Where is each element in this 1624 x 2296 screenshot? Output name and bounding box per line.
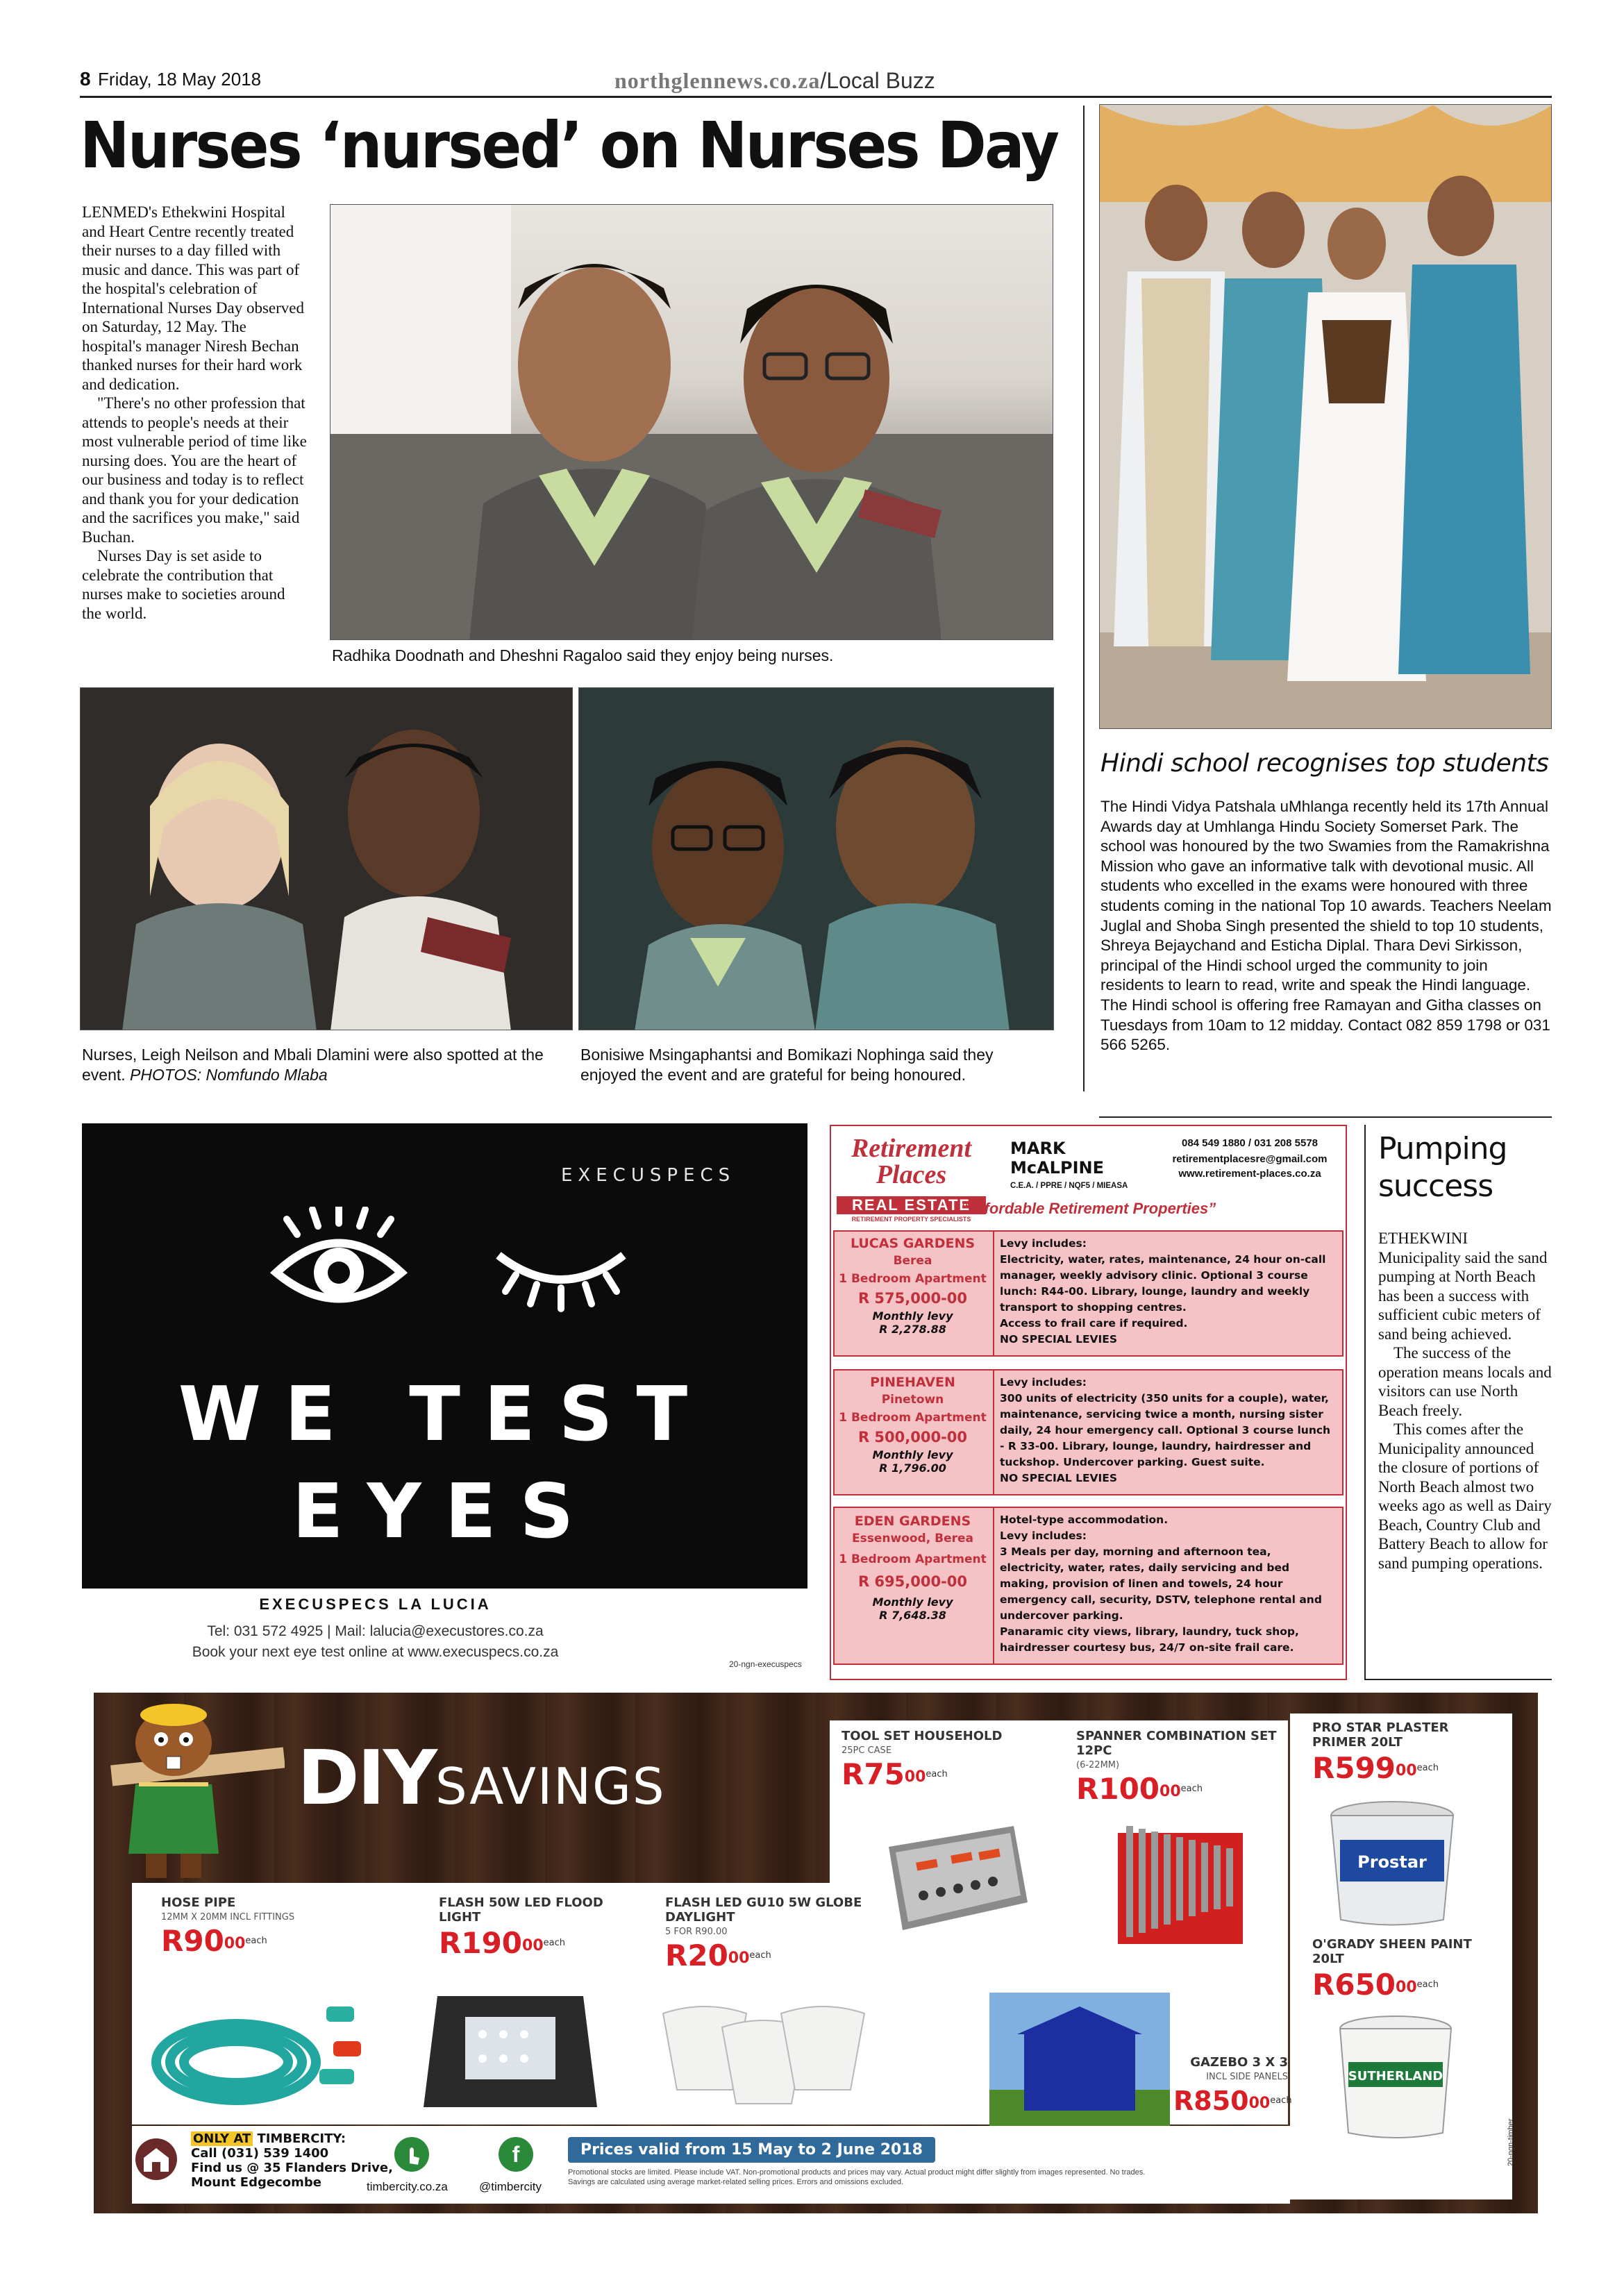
- nurses-body: [82, 203, 308, 623]
- listing-3-unit: 1 Bedroom Apartment: [839, 1552, 987, 1566]
- pumping-headline: Pumping success: [1378, 1131, 1507, 1204]
- site-name: northglennews.co.za: [614, 68, 821, 93]
- gazebo-icon: [989, 1993, 1170, 2131]
- only-at-store: TIMBERCITY:: [257, 2131, 346, 2146]
- nurses-middle-caption: Bonisiwe Msingaphantsi and Bomikazi Nophinga said they enjoyed the event and are grateful for being honoured.: [580, 1046, 994, 1084]
- page-number: 8: [80, 68, 91, 90]
- hose-pipe-icon: [146, 1986, 389, 2111]
- retirement-listing-2[interactable]: [833, 1369, 1343, 1495]
- listing-2-area: Pinetown: [881, 1393, 944, 1407]
- product-spanner-name: SPANNER COMBINATION SET 12PC: [1076, 1729, 1277, 1758]
- pumping-para-1: ETHEKWINI Municipality said the sand pumping at North Beach has been a success with sufficient cubic meters of sand being achieved.: [1378, 1230, 1548, 1343]
- retirement-logo-tag: RETIREMENT PROPERTY SPECIALISTS: [851, 1216, 971, 1223]
- listing-3-details: Hotel-type accommodation. Levy includes: 3 Meals per day, morning and afternoon tea, electricity, water, rates, daily servicing and bed making, provision of linen and towels, 24 hour emergency call, security, DSTV, telephone rental and undercover parking. Panaramic city views, library, laundry, tuck shop, hairdresser courtesy bus, 24/7 on-site frail care.: [993, 1508, 1342, 1664]
- product-spanner-price: $R100^{00}each$: [1076, 1772, 1203, 1806]
- listing-1-price: R 575,000-00: [857, 1290, 968, 1307]
- nurses-main-photo: [330, 204, 1053, 640]
- product-flood-light-name: FLASH 50W LED FLOOD LIGHT: [439, 1895, 603, 1925]
- product-flood-light[interactable]: [439, 1895, 633, 1958]
- nurses-photo-middle: [578, 687, 1054, 1030]
- execuspecs-contact: Tel: 031 572 4925 | Mail: lalucia@execustores.co.za: [207, 1623, 544, 1639]
- product-flood-light-price: $R190^{00}each$: [439, 1926, 565, 1960]
- listing-1-area: Berea: [893, 1254, 932, 1268]
- retirement-phones: 084 549 1880 / 031 208 5578: [1181, 1137, 1319, 1149]
- social-badge[interactable]: [499, 2137, 533, 2172]
- photo-credit: PHOTOS: Nomfundo Mlaba: [130, 1066, 328, 1084]
- pumping-body: [1378, 1229, 1552, 1573]
- diy-title-small: SAVINGS: [435, 1757, 666, 1816]
- product-hose-sub: 12MM X 20MM INCL FITTINGS: [161, 1912, 295, 1922]
- article-bottom-rule: [1099, 1116, 1552, 1118]
- pumping-para-2: The success of the operation means locals and visitors can use North Beach freely.: [1378, 1344, 1552, 1419]
- diy-title-big: DIY: [297, 1735, 436, 1822]
- column-rule: [1083, 106, 1085, 1091]
- listing-1-levy: R 2,278.88: [879, 1323, 946, 1336]
- winking-eye-icon: [492, 1241, 630, 1318]
- retirement-tagline: “Affordable Retirement Properties”: [960, 1200, 1216, 1217]
- listing-3-levy: R 7,648.38: [879, 1609, 946, 1622]
- execuspecs-line-1: WE TEST: [178, 1371, 712, 1458]
- nurses-photo-left: [80, 687, 573, 1030]
- product-paint-price: $R650^{00}each$: [1312, 1968, 1439, 2002]
- timbercity-web[interactable]: timbercity.co.za: [367, 2180, 448, 2193]
- listing-2-price: R 500,000-00: [857, 1429, 968, 1446]
- nurses-photo-illustration: [330, 205, 1053, 640]
- retirement-web[interactable]: www.retirement-places.co.za: [1178, 1168, 1321, 1180]
- paint-bucket-label: SUTHERLAND: [1348, 2069, 1443, 2084]
- header-rule: [80, 96, 1552, 98]
- store-address: Find us @ 35 Flanders Drive,: [191, 2161, 393, 2175]
- product-tool-set-price: $R75^{00}each$: [842, 1757, 948, 1791]
- store-call: Call (031) 539 1400: [191, 2146, 329, 2161]
- product-paint[interactable]: [1312, 1937, 1507, 2000]
- product-globe[interactable]: [665, 1895, 873, 1970]
- retirement-listing-3[interactable]: [833, 1507, 1343, 1665]
- diy-disclaimer: Promotional stocks are limited. Please include VAT. Non-promotional products and prices may vary. Actual product might differ slightly from images represented. No trades. Savings are calculated using average market-related selling prices. Errors and omissions excluded.: [568, 2168, 1146, 2186]
- nurses-middle-illustration: [579, 688, 1054, 1030]
- diy-code: 20-ngn-timber: [1507, 2118, 1515, 2166]
- product-gazebo[interactable]: [1173, 2055, 1292, 2116]
- product-tool-set-name: TOOL SET HOUSEHOLD: [842, 1729, 1003, 1743]
- validity-banner: Prices valid from 15 May to 2 June 2018: [568, 2137, 935, 2163]
- execuspecs-ad[interactable]: [82, 1123, 807, 1613]
- pumping-left-rule: [1364, 1125, 1366, 1680]
- execuspecs-brand: EXECUSPECS: [561, 1165, 736, 1186]
- listing-1-unit: 1 Bedroom Apartment: [839, 1272, 987, 1286]
- hindi-headline: Hindi school recognises top students: [1100, 749, 1549, 778]
- product-spanner-sub: (6-22MM): [1076, 1760, 1120, 1770]
- retirement-listing-1[interactable]: [833, 1230, 1343, 1357]
- product-tool-set-sub: 25PC CASE: [842, 1745, 892, 1756]
- nurses-para-2: "There's no other profession that attends to people's needs at their most vulnerable period of time like nursing does. You are the heart of our business and today is to reflect and thank you for your dedication and the sacrifices you make," said Buchan.: [82, 394, 307, 546]
- flood-light-icon: [417, 1989, 604, 2121]
- touch-icon: [401, 2143, 422, 2166]
- nurses-main-caption: Radhika Doodnath and Dheshni Ragaloo said they enjoy being nurses.: [332, 646, 834, 664]
- hindi-photo: [1099, 104, 1552, 729]
- product-globe-price: $R20^{00}each$: [665, 1938, 771, 1972]
- retirement-agent-name: MARK McALPINE: [1010, 1139, 1104, 1178]
- nurses-left-caption: [82, 1045, 568, 1085]
- product-paint-name: O'GRADY SHEEN PAINT 20LT: [1312, 1937, 1472, 1966]
- nurses-para-1: LENMED's Ethekwini Hospital and Heart Centre recently treated their nurses to a day filled with music and dance. This was part of the hospital's celebration of International Nurses Day observed on Saturday, 12 May. The hospital's manager Niresh Bechan thanked nurses for their hard work and dedication.: [82, 203, 304, 393]
- paint-bucket-icon: [1333, 2013, 1458, 2145]
- execuspecs-store: EXECUSPECS LA LUCIA: [259, 1595, 492, 1613]
- pumping-bottom-rule: [1364, 1679, 1552, 1680]
- product-hose[interactable]: [161, 1895, 369, 1956]
- product-spanner[interactable]: [1076, 1729, 1284, 1804]
- led-globe-icon: [656, 2000, 871, 2118]
- nurses-para-3: Nurses Day is set aside to celebrate the contribution that nurses make to societies around the world.: [82, 547, 285, 622]
- hindi-photo-illustration: [1100, 105, 1552, 729]
- nurses-left-caption-text: Nurses, Leigh Neilson and Mbali Dlamini were also spotted at the event.: [82, 1046, 544, 1084]
- product-gazebo-sub: INCL SIDE PANELS: [1206, 2072, 1288, 2082]
- listing-1-levy-label: Monthly levy: [872, 1309, 953, 1323]
- product-gazebo-price: $R850^{00}each$: [1173, 2086, 1292, 2116]
- execuspecs-code: 20-ngn-execuspecs: [729, 1659, 802, 1669]
- retirement-agent: [1010, 1139, 1160, 1190]
- retirement-credentials: C.E.A. / PPRE / NQF5 / MIEASA: [1010, 1182, 1128, 1190]
- primer-bucket-icon: [1323, 1798, 1462, 1930]
- pumping-para-3: This comes after the Municipality announced the closure of portions of North Beach almost two weeks ago as well as Dairy Beach, Country Club and Battery Beach to allow for sand pumping operations.: [1378, 1421, 1552, 1572]
- listing-2-details: Levy includes: 300 units of electricity (350 units for a couple), water, maintenance, servicing twice a month, nursing sister daily, 24 hour emergency call. Optional 3 course lunch - R 33-00. Library, lounge, laundry, hairdresser and tuckshop. Undercover parking. Guest suite. NO SPECIAL LEVIES: [993, 1371, 1342, 1494]
- retirement-contact: [1156, 1137, 1343, 1180]
- primer-bucket-label: Prostar: [1357, 1852, 1427, 1872]
- product-globe-name: FLASH LED GU10 5W GLOBE DAYLIGHT: [665, 1895, 862, 1925]
- retirement-email[interactable]: retirementplacesre@gmail.com: [1172, 1153, 1328, 1165]
- execuspecs-online: Book your next eye test online at www.execuspecs.co.za: [192, 1644, 559, 1660]
- store-icon: [141, 2145, 171, 2173]
- tool-set-icon: [875, 1798, 1035, 1937]
- nurses-left-illustration: [81, 688, 573, 1030]
- diy-title: [297, 1735, 666, 1822]
- product-globe-sub: 5 FOR R90.00: [665, 1927, 728, 1937]
- product-primer-price: $R599^{00}each$: [1312, 1751, 1439, 1785]
- spanner-set-icon: [1118, 1819, 1243, 1958]
- only-at-prefix: ONLY AT: [191, 2131, 253, 2146]
- section-name: /Local Buzz: [820, 68, 935, 93]
- listing-3-name: EDEN GARDENS: [854, 1514, 971, 1529]
- retirement-logo-sub: REAL ESTATE: [837, 1196, 986, 1214]
- listing-2-unit: 1 Bedroom Apartment: [839, 1411, 987, 1425]
- store-address-2: Mount Edgecombe: [191, 2175, 321, 2190]
- product-primer-name: PRO STAR PLASTER PRIMER 20LT: [1312, 1720, 1449, 1750]
- execuspecs-line-2: EYES: [292, 1468, 598, 1555]
- listing-3-price: R 695,000-00: [857, 1573, 968, 1590]
- product-hose-price: $R90^{00}each$: [161, 1924, 267, 1958]
- page-date: Friday, 18 May 2018: [98, 69, 262, 90]
- listing-2-levy: R 1,796.00: [879, 1461, 946, 1475]
- timbercity-social[interactable]: @timbercity: [479, 2180, 542, 2193]
- page-header: [80, 68, 1552, 96]
- nurses-headline: Nurses ‘nursed’ on Nurses Day: [80, 108, 1058, 183]
- open-eye-icon: [269, 1207, 408, 1318]
- hindi-body: The Hindi Vidya Patshala uMhlanga recently held its 17th Annual Awards day at Umhlanga Hindu Society Somerset Park. The school was honoured by the two Swamies from the Ramakrishna Mission who gave an informative talk with devotional music. All students who excelled in the exams were honoured with three students coming in the national Top 10 awards. Teachers Neelam Juglal and Shoba Singh presented the shield to top 10 students, Shreya Bejaychand and Esticha Diplal. Thara Devi Sirkisson, principal of the Hindi school urged the community to join residents to learn to read, write and speak the Hindi language. The Hindi school is offering free Ramayan and Githa classes on Tuesdays from 10am to 12 midday. Contact 082 859 1798 or 031 566 5265.: [1100, 798, 1552, 1054]
- product-gazebo-name: GAZEBO 3 X 3: [1190, 2055, 1288, 2070]
- facebook-icon: f: [512, 2142, 520, 2167]
- listing-3-area: Essenwood, Berea: [852, 1532, 973, 1545]
- listing-1-name: LUCAS GARDENS: [850, 1236, 976, 1251]
- beaver-mascot-icon: [97, 1694, 285, 1882]
- product-hose-name: HOSE PIPE: [161, 1895, 236, 1910]
- product-tool-set[interactable]: [842, 1729, 1050, 1789]
- product-primer[interactable]: [1312, 1720, 1507, 1783]
- listing-1-details: Levy includes: Electricity, water, rates, maintenance, 24 hour on-call manager, weekly advisory clinic. Optional 3 course lunch: R44-00. Library, lounge, laundry and weekly transport to shopping centres. Access to frail care if required. NO SPECIAL LEVIES: [993, 1232, 1342, 1355]
- listing-3-levy-label: Monthly levy: [872, 1595, 953, 1609]
- listing-2-levy-label: Monthly levy: [872, 1448, 953, 1461]
- listing-2-name: PINEHAVEN: [870, 1375, 955, 1390]
- retirement-logo-main: Retirement Places: [851, 1134, 972, 1189]
